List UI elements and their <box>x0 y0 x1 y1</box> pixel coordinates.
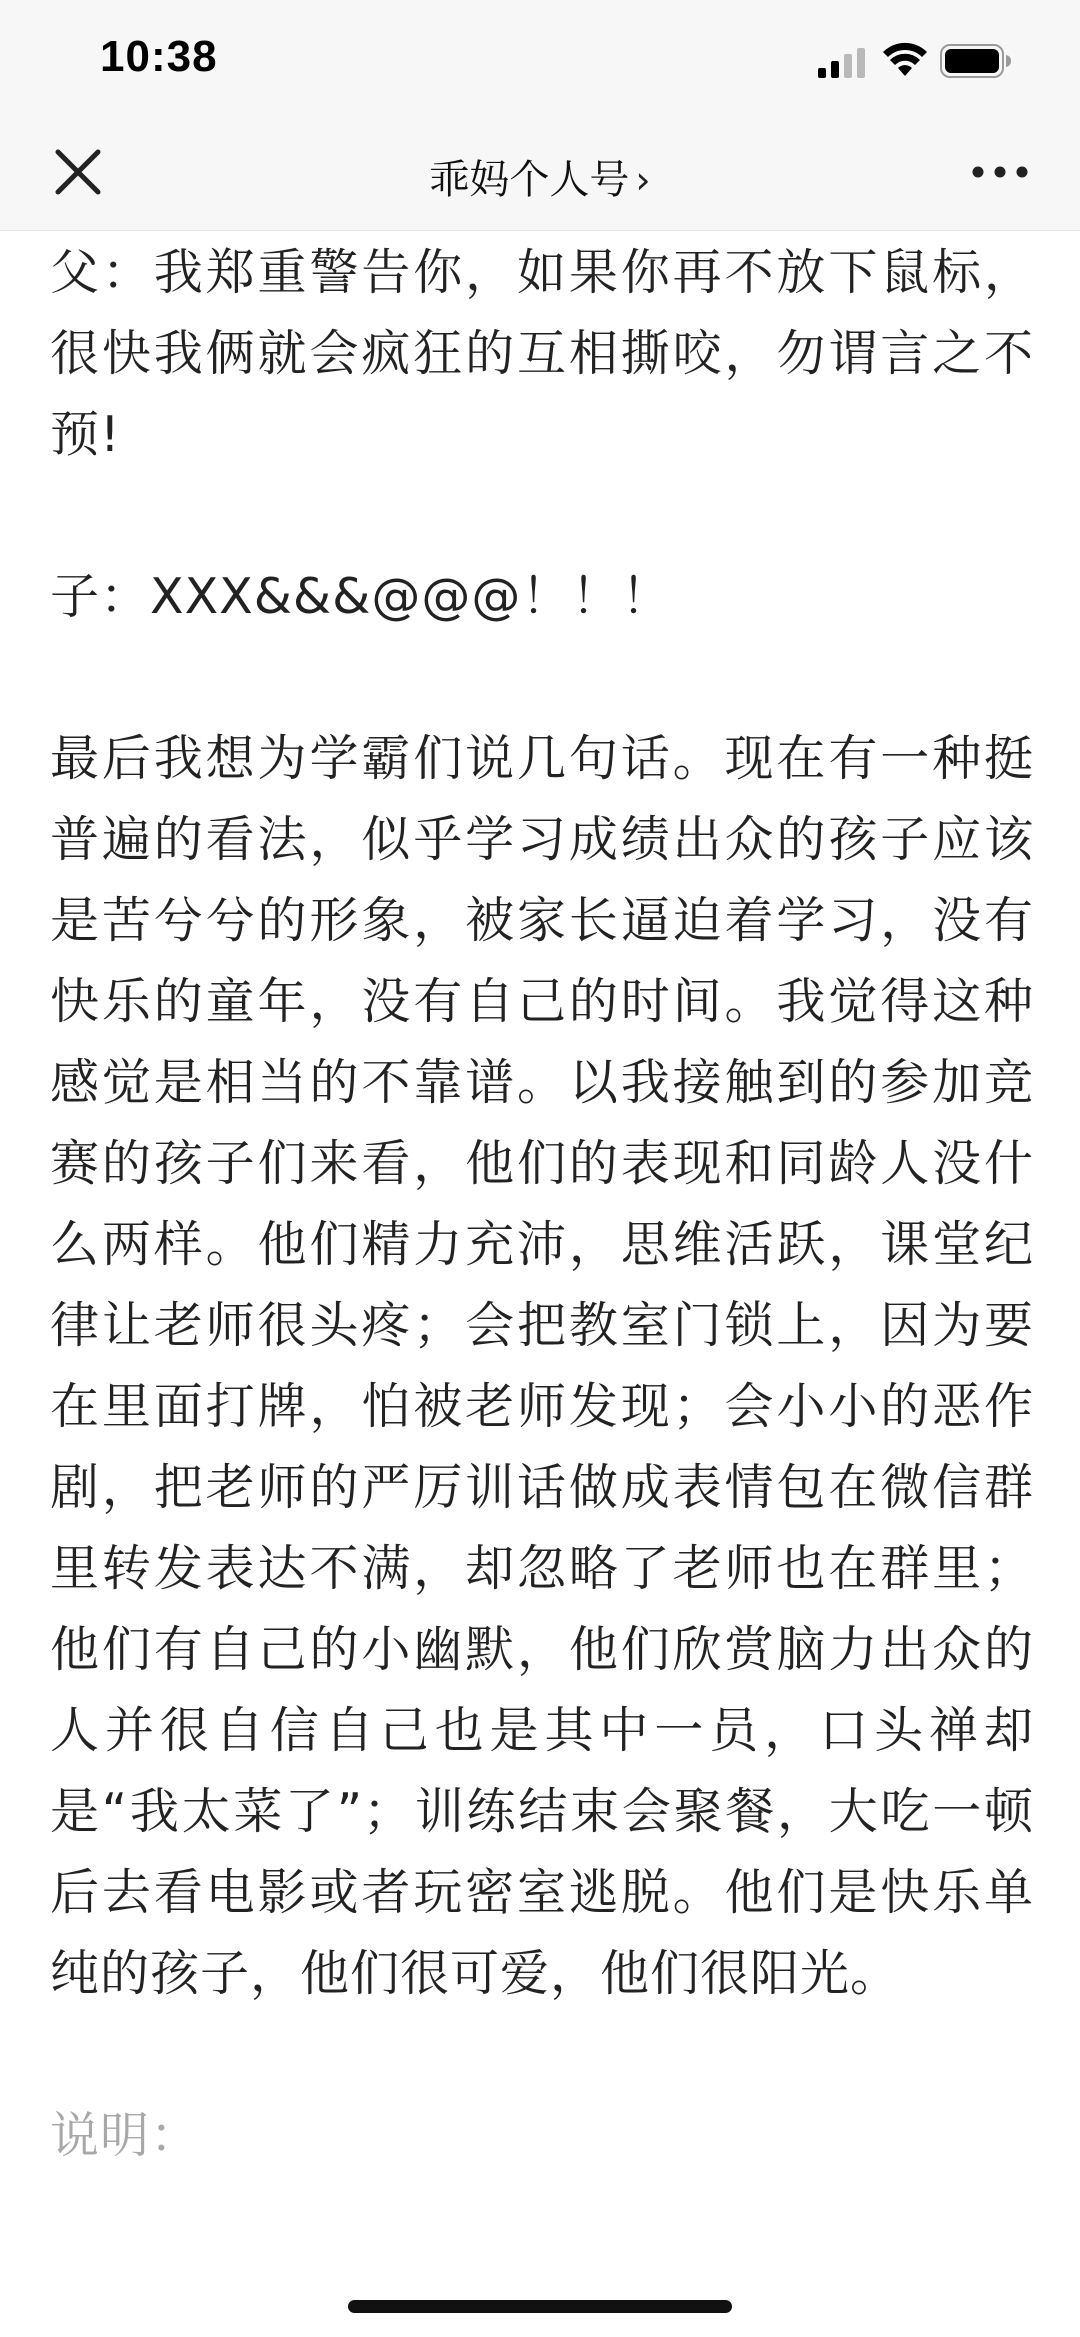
article-paragraph-father: 父：我郑重警告你，如果你再不放下鼠标，很快我俩就会疯狂的互相撕咬，勿谓言之不预! <box>50 244 1034 463</box>
paragraph-gap <box>50 475 1034 556</box>
status-bar <box>0 0 1080 122</box>
article-paragraph-main: 最后我想为学霸们说几句话。现在有一种挺普遍的看法，似乎学习成绩出众的孩子应该是苦兮兮的形象，被家长逼迫着学习，没有快乐的童年，没有自己的时间。我觉得这种感觉是相当的不靠谱。以我接触到的参加竞赛的孩子们来看，他们的表现和同龄人没什么两样。他们精力充沛，思维活跃，课堂纪律让老师很头疼；会把教室门锁上，因为要在里面打牌，怕被老师发现；会小小的恶作剧，把老师的严厉训话做成表情包在微信群里转发表达不满，却忽略了老师也在群里；他们有自己的小幽默，他们欣赏脑力出众的人并很自信自己也是其中一员，口头禅却是“我太菜了”；训练结束会聚餐，大吃一顿后去看电影或者玩密室逃脱。他们是快乐单纯的孩子，他们很可爱，他们很阳光。 <box>50 730 1034 2002</box>
account-title-link[interactable] <box>0 148 1080 205</box>
cellular-signal-icon <box>818 48 866 78</box>
chevron-right-icon: › <box>635 158 651 202</box>
home-indicator[interactable] <box>348 2300 732 2313</box>
battery-icon <box>940 44 1012 78</box>
article-content <box>50 232 1034 2176</box>
paragraph-gap <box>50 637 1034 718</box>
article-paragraph-son: 子：XXX&&&@@@！！！ <box>50 568 672 625</box>
paragraph-gap <box>50 2014 1034 2095</box>
account-name: 乖妈个人号 <box>429 157 630 203</box>
note-label: 说明： <box>50 2107 201 2164</box>
wifi-icon <box>882 42 928 78</box>
status-time: 10:38 <box>100 32 218 81</box>
more-icon[interactable] <box>968 152 1032 192</box>
nav-bar <box>0 122 1080 231</box>
